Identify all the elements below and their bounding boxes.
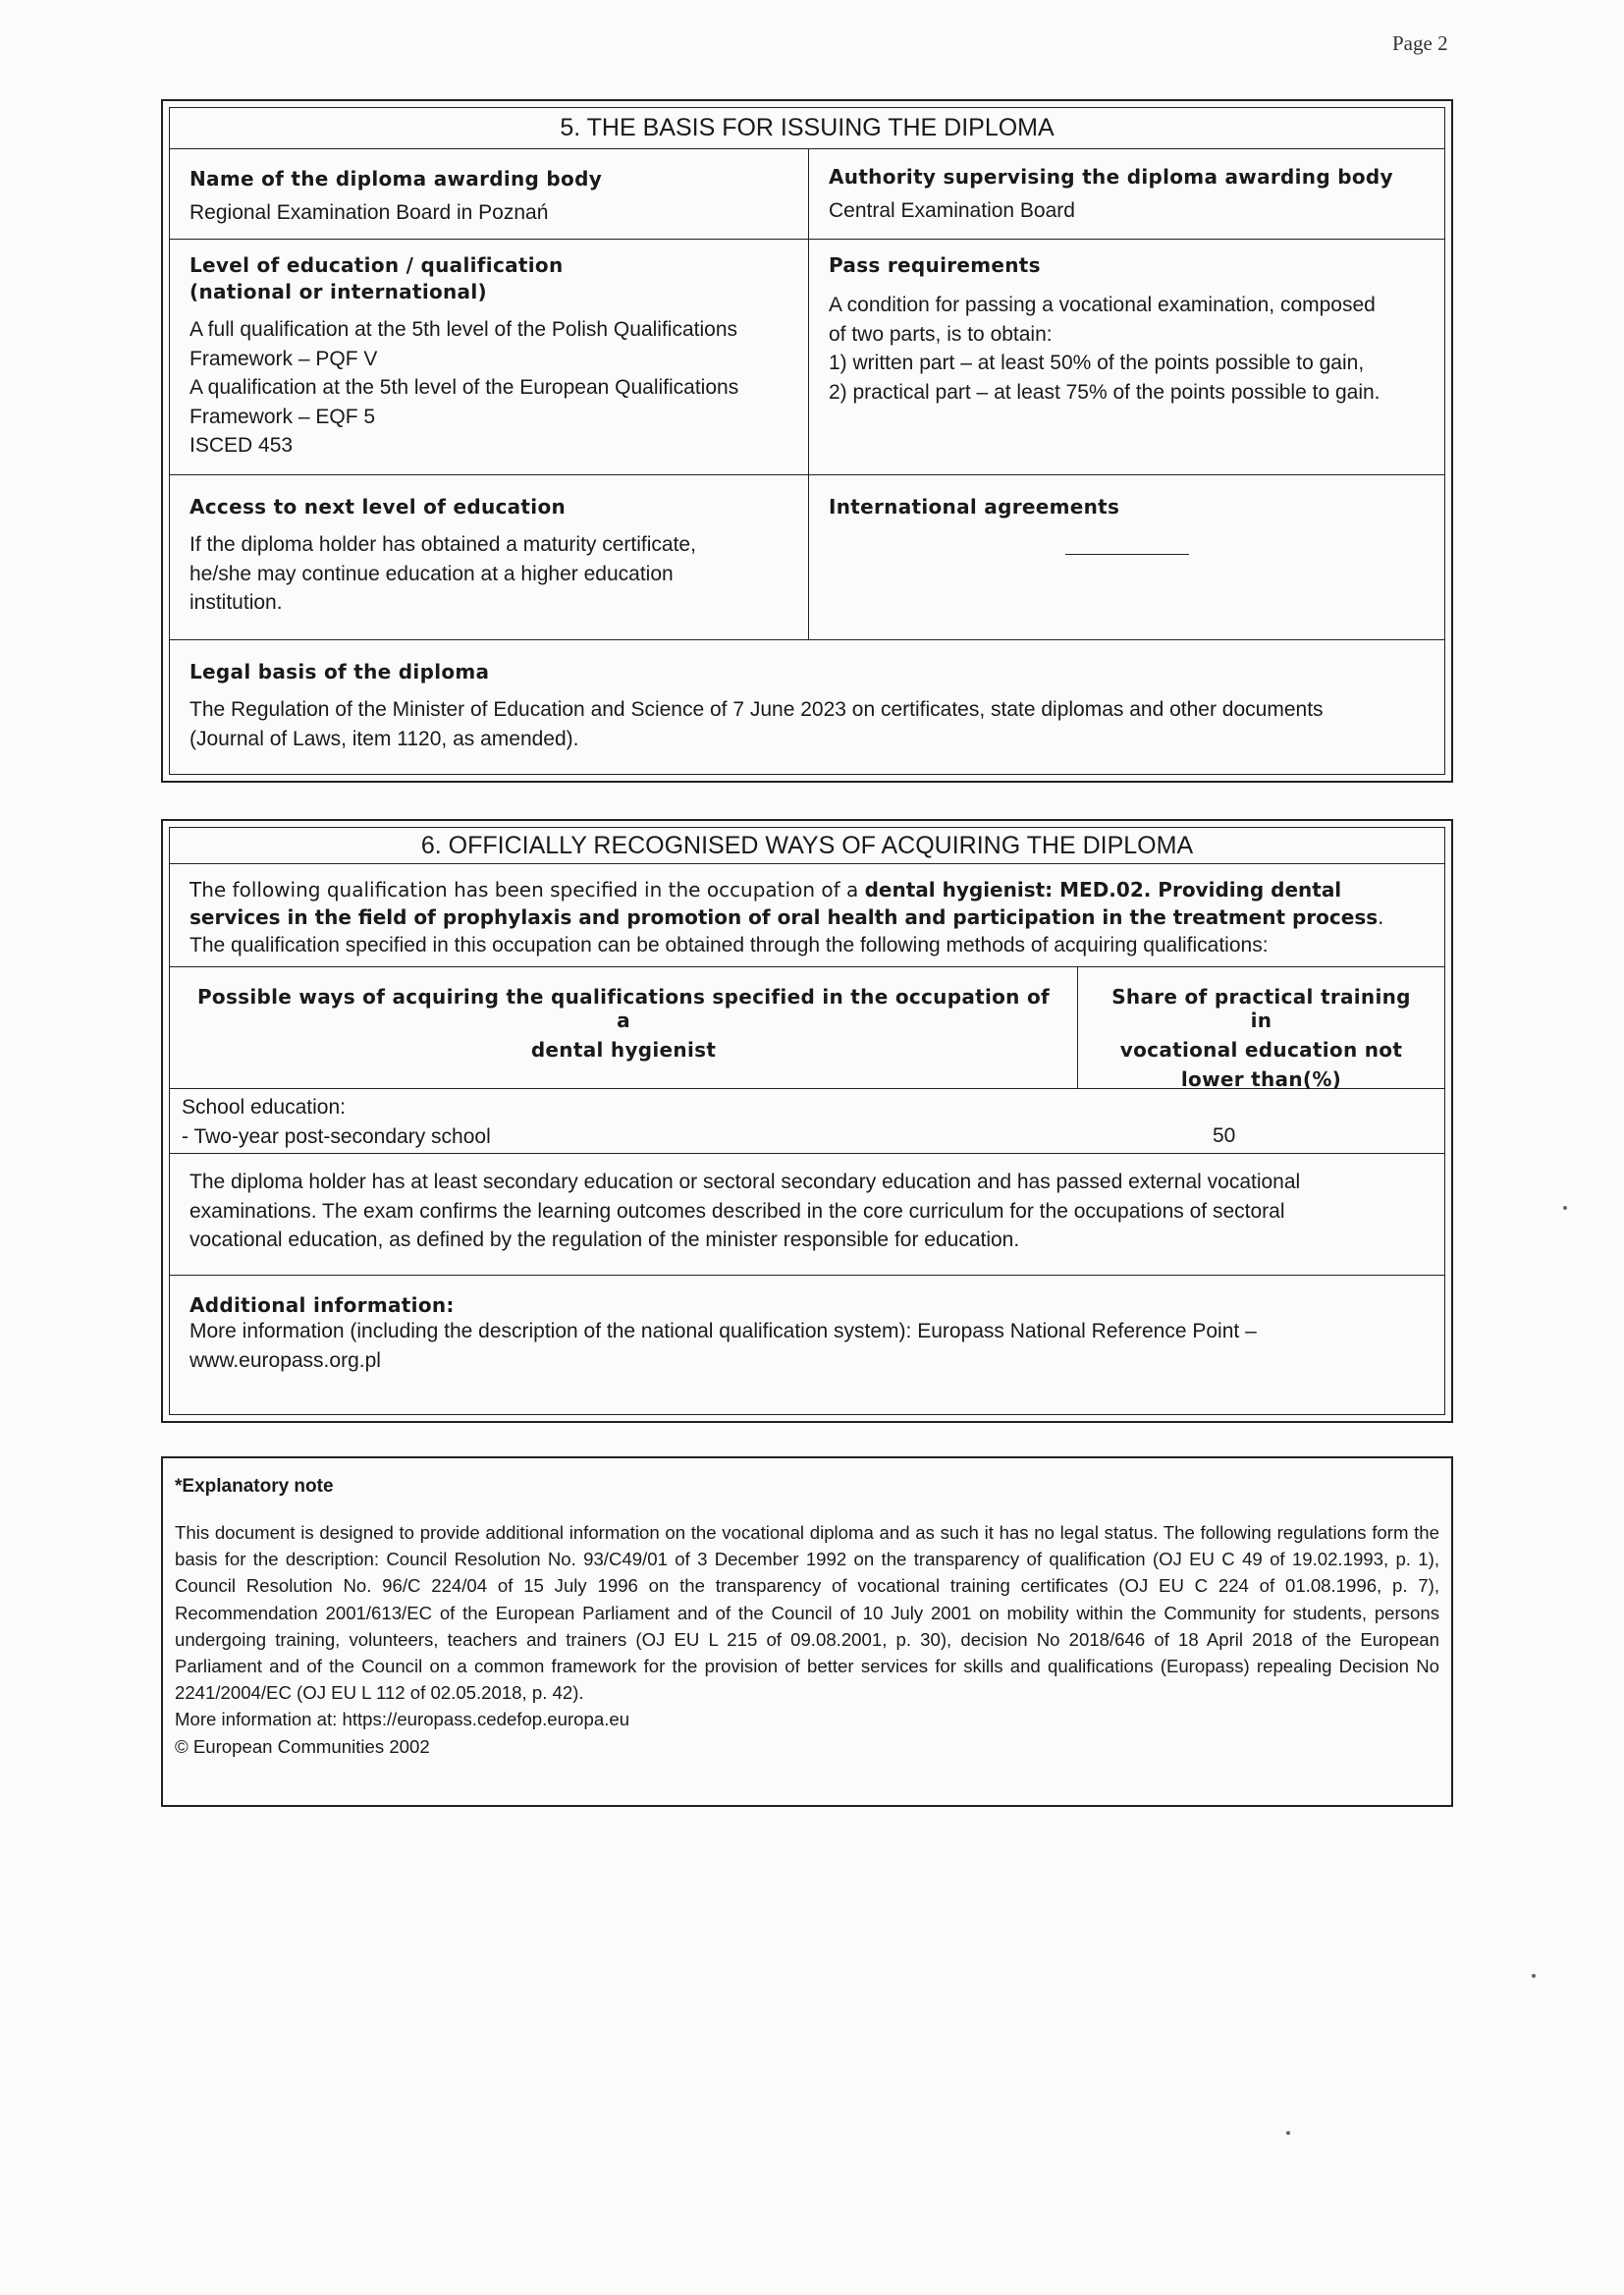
qualification-intro-line-3: The qualification specified in this occupation can be obtained through the following methods of acquiring qualifications: (189, 934, 1269, 956)
additional-info-line: More information (including the description of the national qualification system): Europass National Reference Point – (189, 1320, 1257, 1342)
external-exam-line: The diploma holder has at least secondary education or sectoral secondary education and has passed external vocational (189, 1171, 1301, 1193)
legal-basis-line: (Journal of Laws, item 1120, as amended). (189, 727, 579, 750)
access-cell (170, 475, 809, 639)
legal-basis-row (170, 640, 1444, 776)
additional-info-row (170, 1276, 1444, 1392)
explanatory-note-body: This document is designed to provide additional information on the vocational diploma and as such it has no legal status. The following regulations form the basis for the description: Council Resolution No. 93/C49/01 of 3 December 1992 on the transparency of qualification (OJ EU C 49 of 19.02.1993, p. 1), Council Resolution No. 96/C 224/04 of 15 July 1996 on the transparency of vocational training certificates (OJ EU C 224 of 01.08.1996, p. 7), Recommendation 2001/613/EC of the European Parliament and of the Council of 10 July 2001 on mobility within the Community for students, persons undergoing training, volunteers, teachers and trainers (OJ EU L 215 of 09.08.2001, p. 30), decision No 2018/646 of 18 April 2018 of the European Parliament and of the Council on a common framework for the provision of better services for skills and qualifications (Europass) repealing Decision No 2241/2004/EC (OJ EU L 112 of 02.05.2018, p. 42). (175, 1522, 1439, 1704)
additional-info-cell (170, 1276, 1444, 1392)
scan-speck (1563, 1206, 1567, 1210)
level-line: A qualification at the 5th level of the European Qualifications (189, 376, 739, 399)
pass-requirements-line: 2) practical part – at least 75% of the points possible to gain. (829, 380, 1380, 404)
level-label-line-1: Level of education / qualification (189, 253, 564, 277)
scan-speck (1286, 2131, 1290, 2135)
pass-requirements-line: 1) written part – at least 50% of the points possible to gain, (829, 352, 1365, 374)
section-6-frame (161, 819, 1453, 1423)
section-5-title: 5. THE BASIS FOR ISSUING THE DIPLOMA (170, 108, 1444, 149)
external-exam-line: examinations. The exam confirms the learning outcomes described in the core curriculum for the occupations of sectoral (189, 1199, 1285, 1223)
qualification-intro-cell (170, 864, 1444, 966)
legal-basis-cell (170, 640, 1444, 776)
level-cell (170, 240, 809, 474)
section-6-title: 6. OFFICIALLY RECOGNISED WAYS OF ACQUIRING THE DIPLOMA (170, 828, 1444, 864)
intro-bold-text: dental hygienist: MED.02. Providing dental (864, 878, 1342, 902)
access-line: he/she may continue education at a higher education (189, 562, 674, 585)
section-6-table (169, 827, 1445, 1415)
international-agreements-label: International agreements (829, 495, 1120, 519)
explanatory-note-copyright: © European Communities 2002 (175, 1735, 430, 1757)
share-value-cell (1078, 1089, 1444, 1153)
school-type: - Two-year post-secondary school (182, 1124, 491, 1148)
supervising-authority-cell (809, 149, 1444, 239)
share-value: 50 (1213, 1124, 1236, 1147)
supervising-authority-label: Authority supervising the diploma awarding body (829, 165, 1393, 189)
pass-requirements-label: Pass requirements (829, 253, 1041, 277)
school-education-cell (170, 1089, 1078, 1153)
level-label-line-2: (national or international) (189, 280, 487, 303)
ways-header-row (170, 967, 1444, 1089)
qualification-intro-lines (189, 876, 1425, 931)
awarding-body-cell (170, 149, 809, 239)
external-exam-cell (170, 1154, 1444, 1275)
intro-end: . (1378, 905, 1384, 929)
explanatory-note-box (161, 1456, 1453, 1807)
external-exam-row (170, 1154, 1444, 1276)
intro-bold-text: services in the field of prophylaxis and promotion of oral health and participation in the treatment process (189, 905, 1379, 929)
supervising-authority-value: Central Examination Board (829, 199, 1075, 222)
access-line: If the diploma holder has obtained a maturity certificate, (189, 533, 696, 556)
qualification-intro-row (170, 864, 1444, 967)
access-row (170, 475, 1444, 640)
share-header-line-2: vocational education not (1119, 1038, 1403, 1062)
access-label: Access to next level of education (189, 495, 567, 519)
empty-value-dash (1065, 554, 1189, 555)
awarding-body-value: Regional Examination Board in Poznań (189, 201, 549, 224)
level-line: Framework – EQF 5 (189, 405, 376, 428)
ways-header-line-1: Possible ways of acquiring the qualifications specified in the occupation of a (196, 985, 1051, 1032)
share-header-cell (1078, 967, 1444, 1091)
intro-plain-text: The following qualification has been specified in the occupation of a (189, 878, 865, 902)
share-header-line-3: lower than(%) (1180, 1067, 1342, 1091)
legal-basis-line: The Regulation of the Minister of Education and Science of 7 June 2023 on certificates, state diplomas and other documents (189, 698, 1324, 721)
explanatory-note-more-info: More information at: https://europass.cedefop.europa.eu (175, 1709, 630, 1730)
external-exam-line: vocational education, as defined by the regulation of the minister responsible for education. (189, 1229, 1020, 1251)
pass-requirements-line: of two parts, is to obtain: (829, 322, 1053, 346)
access-line: institution. (189, 591, 283, 614)
level-line: A full qualification at the 5th level of the Polish Qualifications (189, 318, 737, 341)
share-header-line-1: Share of practical training in (1111, 985, 1411, 1032)
pass-requirements-cell (809, 240, 1444, 474)
explanatory-note-title: *Explanatory note (175, 1476, 334, 1497)
awarding-body-row (170, 149, 1444, 240)
school-education-label: School education: (182, 1096, 346, 1119)
legal-basis-label: Legal basis of the diploma (189, 660, 490, 683)
ways-header-cell (170, 967, 1078, 1088)
additional-info-label: Additional information: (189, 1293, 455, 1317)
level-line: Framework – PQF V (189, 347, 378, 370)
ways-header-line-2: dental hygienist (530, 1038, 717, 1062)
additional-info-line: www.europass.org.pl (189, 1348, 381, 1372)
pass-requirements-line: A condition for passing a vocational examination, composed (829, 294, 1376, 316)
page-number: Page 2 (1392, 31, 1448, 55)
section-5-frame (161, 99, 1453, 783)
level-row (170, 240, 1444, 475)
international-agreements-cell (809, 475, 1444, 639)
scan-speck (1532, 1974, 1536, 1978)
awarding-body-label: Name of the diploma awarding body (189, 167, 603, 191)
school-education-row (170, 1089, 1444, 1154)
section-5-table (169, 107, 1445, 775)
level-line: ISCED 453 (189, 434, 294, 457)
